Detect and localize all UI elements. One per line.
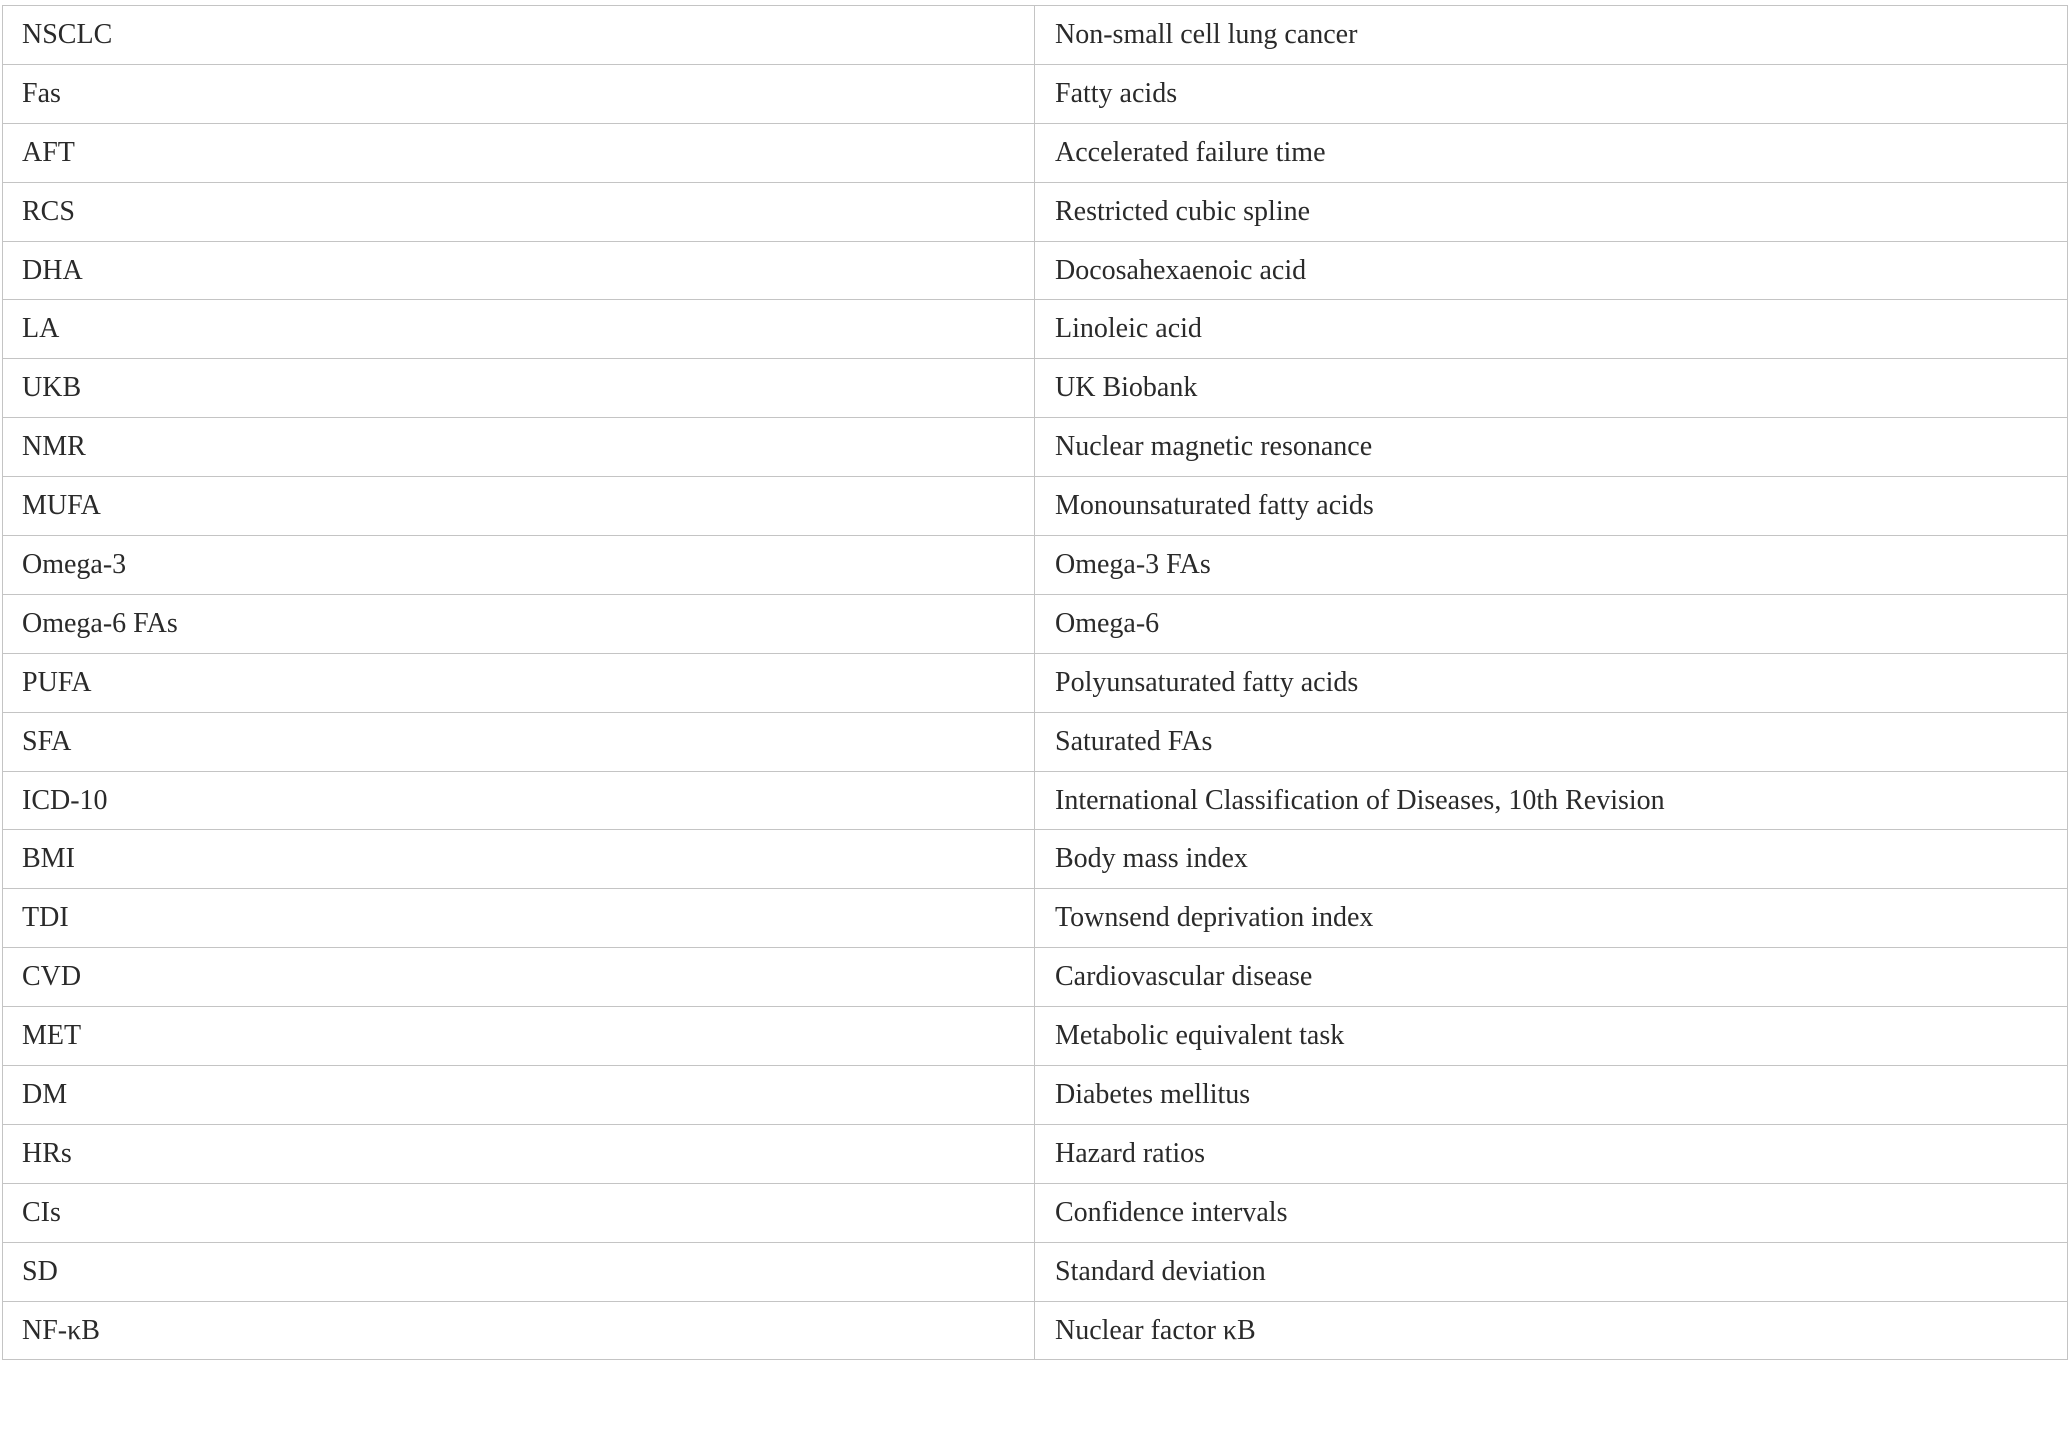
definition-cell: Nuclear magnetic resonance <box>1035 418 2068 477</box>
abbreviation-cell: Omega-6 FAs <box>3 594 1035 653</box>
abbreviation-cell: NMR <box>3 418 1035 477</box>
definition-cell: Monounsaturated fatty acids <box>1035 477 2068 536</box>
table-row <box>3 830 2068 889</box>
definition-cell: Nuclear factor κB <box>1035 1301 2068 1360</box>
table-row <box>3 1242 2068 1301</box>
definition-cell: Accelerated failure time <box>1035 123 2068 182</box>
table-row <box>3 6 2068 65</box>
abbreviation-cell: Fas <box>3 64 1035 123</box>
definition-cell: Metabolic equivalent task <box>1035 1007 2068 1066</box>
definition-cell: Confidence intervals <box>1035 1183 2068 1242</box>
definition-cell: UK Biobank <box>1035 359 2068 418</box>
abbreviation-cell: TDI <box>3 889 1035 948</box>
table-row <box>3 1183 2068 1242</box>
abbreviation-cell: PUFA <box>3 653 1035 712</box>
abbreviation-cell: DM <box>3 1066 1035 1125</box>
definition-cell: Body mass index <box>1035 830 2068 889</box>
table-row <box>3 64 2068 123</box>
abbreviation-cell: NSCLC <box>3 6 1035 65</box>
definition-cell: International Classification of Diseases, 10th Revision <box>1035 771 2068 830</box>
table-row <box>3 594 2068 653</box>
table-row <box>3 1007 2068 1066</box>
abbreviation-cell: NF-κB <box>3 1301 1035 1360</box>
definition-cell: Polyunsaturated fatty acids <box>1035 653 2068 712</box>
abbreviations-table <box>2 5 2068 1360</box>
definition-cell: Townsend deprivation index <box>1035 889 2068 948</box>
abbreviation-cell: MUFA <box>3 477 1035 536</box>
abbreviation-cell: RCS <box>3 182 1035 241</box>
abbreviations-table-body <box>3 6 2068 1360</box>
table-row <box>3 653 2068 712</box>
table-row <box>3 1066 2068 1125</box>
table-row <box>3 359 2068 418</box>
abbreviation-cell: UKB <box>3 359 1035 418</box>
abbreviation-cell: DHA <box>3 241 1035 300</box>
definition-cell: Cardiovascular disease <box>1035 948 2068 1007</box>
table-row <box>3 241 2068 300</box>
definition-cell: Docosahexaenoic acid <box>1035 241 2068 300</box>
table-row <box>3 182 2068 241</box>
abbreviation-cell: BMI <box>3 830 1035 889</box>
table-row <box>3 948 2068 1007</box>
table-row <box>3 889 2068 948</box>
definition-cell: Omega-3 FAs <box>1035 536 2068 595</box>
abbreviation-cell: HRs <box>3 1124 1035 1183</box>
definition-cell: Omega-6 <box>1035 594 2068 653</box>
table-row <box>3 300 2068 359</box>
abbreviation-cell: ICD-10 <box>3 771 1035 830</box>
definition-cell: Restricted cubic spline <box>1035 182 2068 241</box>
abbreviation-cell: MET <box>3 1007 1035 1066</box>
abbreviation-cell: CVD <box>3 948 1035 1007</box>
table-row <box>3 712 2068 771</box>
definition-cell: Standard deviation <box>1035 1242 2068 1301</box>
table-row <box>3 1301 2068 1360</box>
abbreviation-cell: CIs <box>3 1183 1035 1242</box>
table-row <box>3 1124 2068 1183</box>
table-row <box>3 536 2068 595</box>
definition-cell: Fatty acids <box>1035 64 2068 123</box>
abbreviation-cell: AFT <box>3 123 1035 182</box>
definition-cell: Linoleic acid <box>1035 300 2068 359</box>
abbreviation-cell: Omega-3 <box>3 536 1035 595</box>
definition-cell: Non-small cell lung cancer <box>1035 6 2068 65</box>
abbreviation-cell: SFA <box>3 712 1035 771</box>
abbreviation-cell: SD <box>3 1242 1035 1301</box>
definition-cell: Saturated FAs <box>1035 712 2068 771</box>
table-row <box>3 418 2068 477</box>
table-row <box>3 771 2068 830</box>
definition-cell: Hazard ratios <box>1035 1124 2068 1183</box>
table-row <box>3 477 2068 536</box>
table-row <box>3 123 2068 182</box>
definition-cell: Diabetes mellitus <box>1035 1066 2068 1125</box>
abbreviation-cell: LA <box>3 300 1035 359</box>
